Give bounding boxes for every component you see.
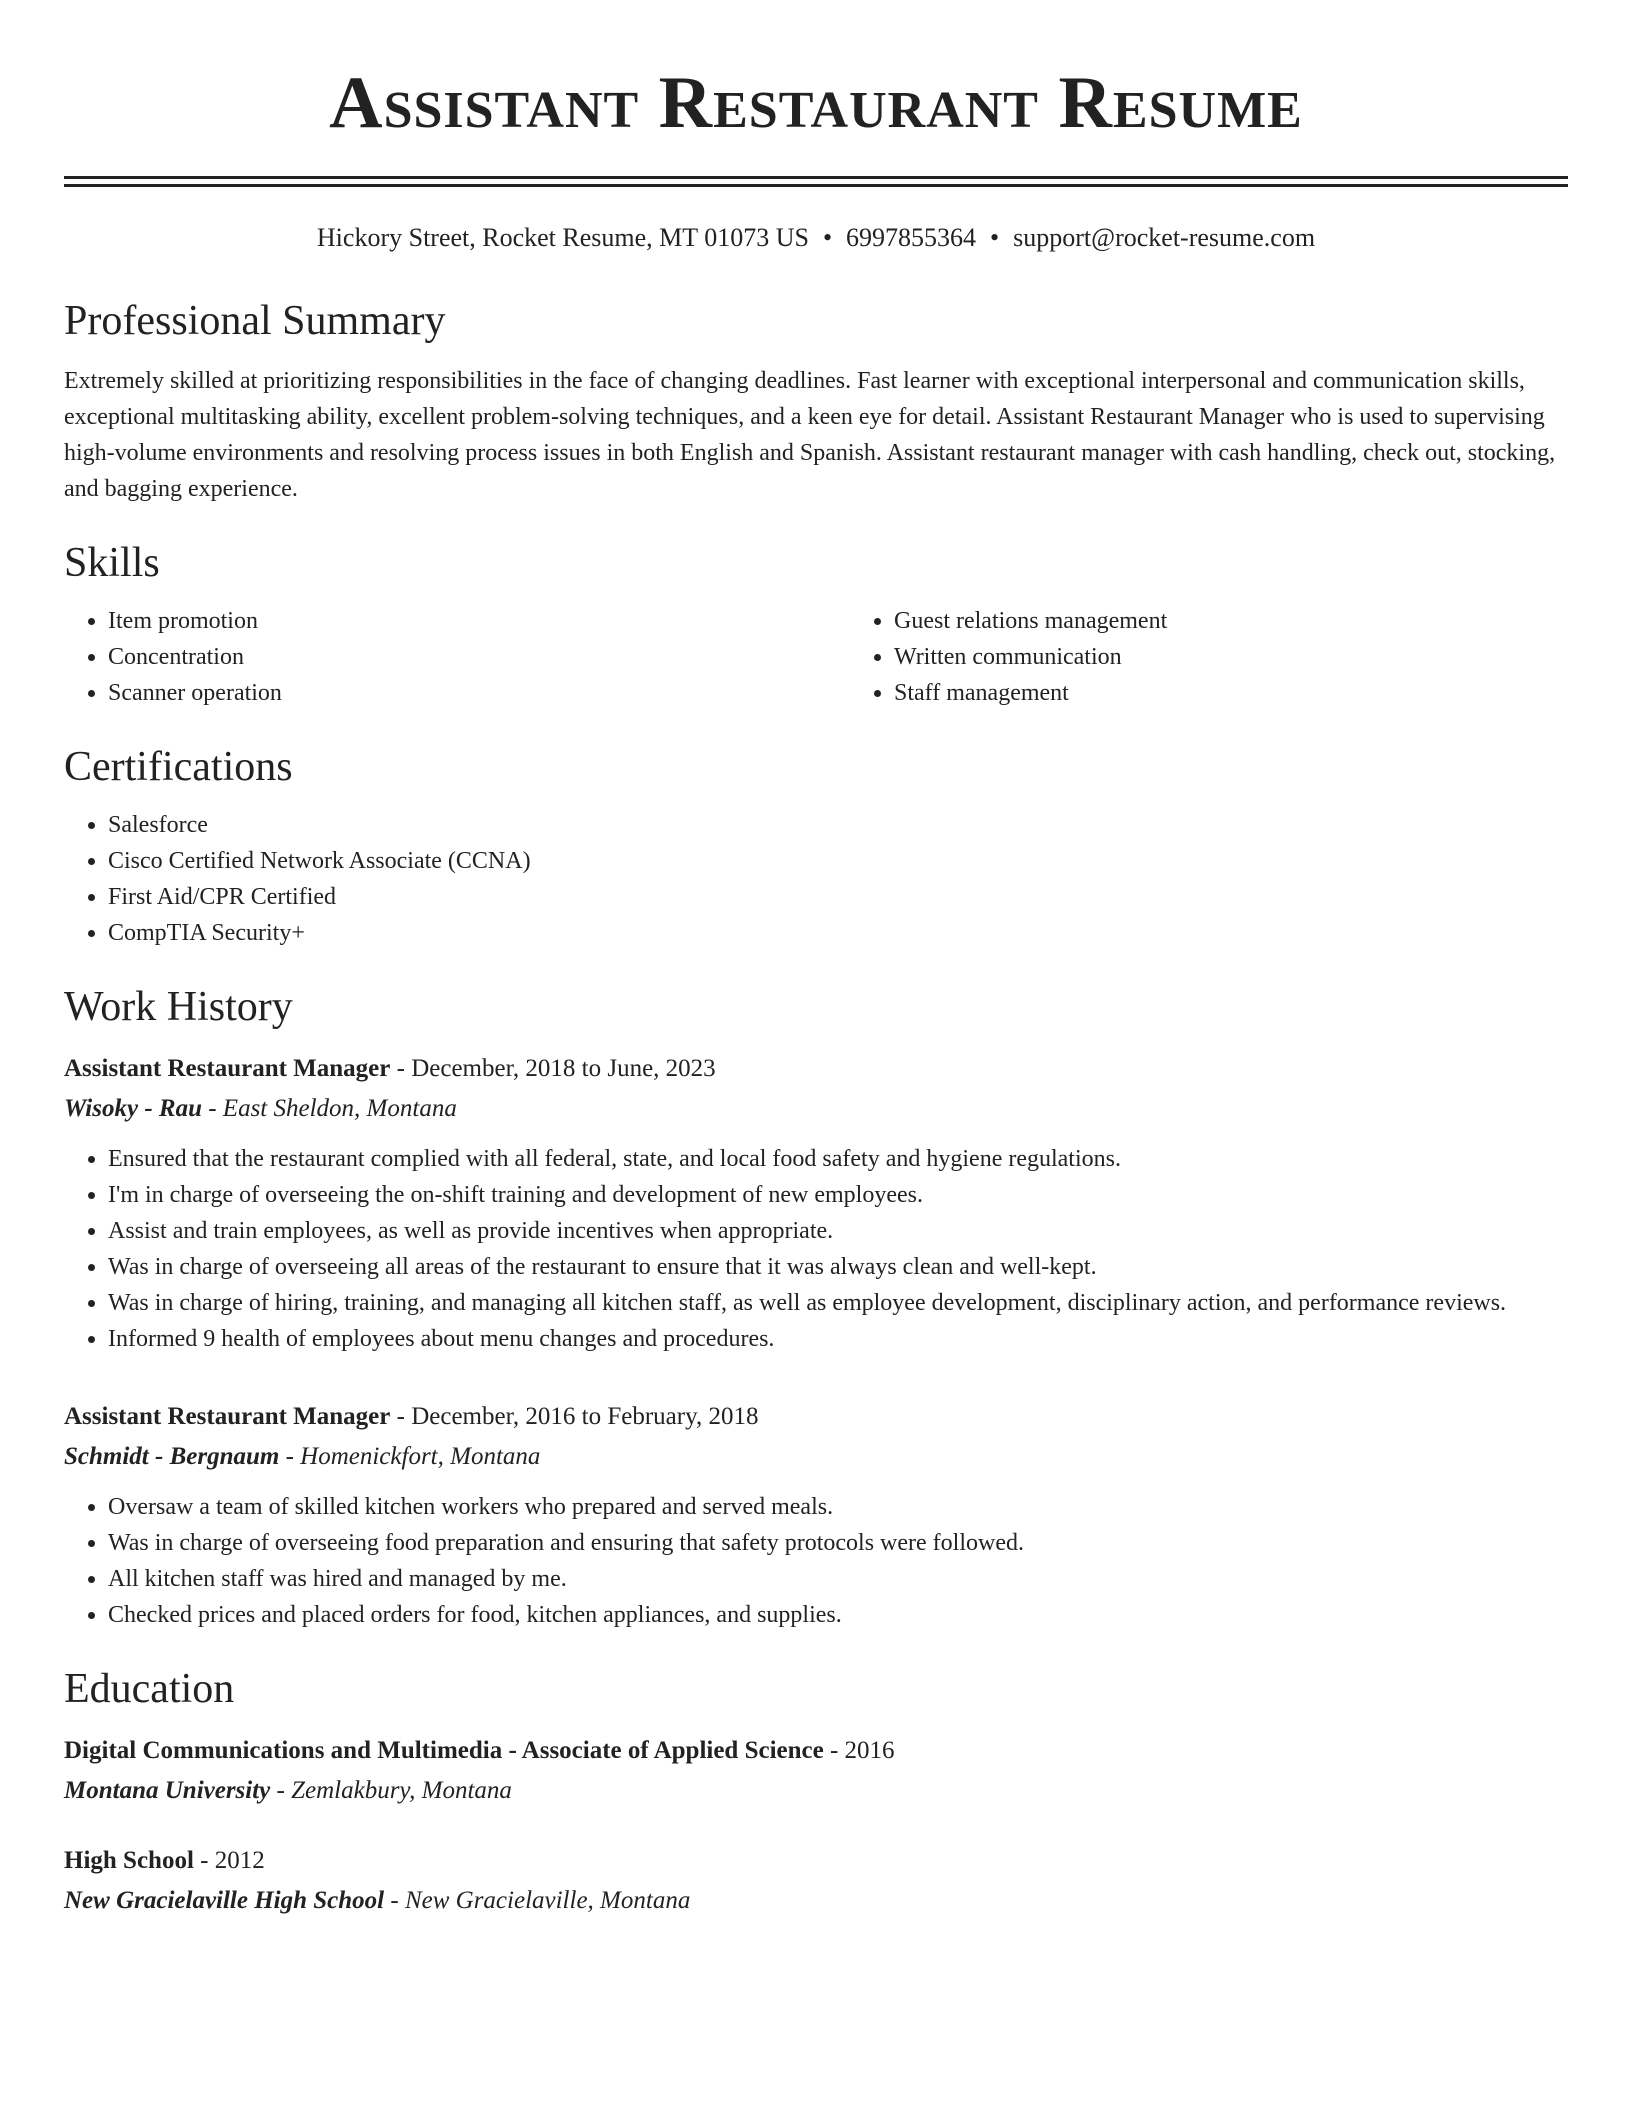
job-location: - Homenickfort, Montana: [279, 1443, 541, 1470]
job-title: Assistant Restaurant Manager: [64, 1403, 391, 1430]
job-bullet: • Oversaw a team of skilled kitchen workers who prepared and served meals.: [108, 1489, 1568, 1525]
certifications-section: [64, 739, 1568, 951]
job-bullet: • Was in charge of hiring, training, and managing all kitchen staff, as well as employee development, disciplinary action, and performance reviews.: [108, 1285, 1568, 1321]
education-entry: [64, 1731, 1568, 1811]
skill-item: • Guest relations management: [894, 603, 1632, 639]
job-company: Wisoky - Rau: [64, 1095, 202, 1122]
work-history-section: [64, 979, 1568, 1633]
education-entry: [64, 1841, 1568, 1921]
job-title-line: [64, 1397, 1568, 1437]
contact-separator: •: [990, 223, 1000, 252]
skills-section: [64, 535, 1568, 711]
certification-item: • Salesforce: [108, 807, 1568, 843]
job-bullet: • Informed 9 health of employees about menu changes and procedures.: [108, 1321, 1568, 1357]
summary-text: Extremely skilled at prioritizing responsibilities in the face of changing deadlines. Fast learner with exceptional interpersonal and communication skills, exceptional multitasking ability, excellent problem-solving techniques, and a keen eye for detail. Assistant Restaurant Manager who is used to supervising high-volume environments and resolving process issues in both English and Spanish. Assistant restaurant manager with cash handling, check out, stocking, and bagging experience.: [64, 368, 1556, 502]
education-school: New Gracielaville High School: [64, 1887, 385, 1914]
education-section: [64, 1661, 1568, 1921]
resume-title: Assistant Restaurant Resume: [329, 62, 1303, 144]
education-school-line: [64, 1881, 1568, 1921]
contact-email: support@rocket-resume.com: [1013, 223, 1316, 252]
education-year: - 2016: [823, 1737, 895, 1764]
skill-item: • Concentration: [108, 639, 850, 675]
job-bullet: • All kitchen staff was hired and managed by me.: [108, 1561, 1568, 1597]
job-company-line: [64, 1089, 1568, 1129]
contact-address: Hickory Street, Rocket Resume, MT 01073 US: [316, 223, 809, 252]
education-location: - New Gracielaville, Montana: [384, 1887, 691, 1914]
education-location: - Zemlakbury, Montana: [270, 1777, 512, 1804]
certification-item: • CompTIA Security+: [108, 915, 1568, 951]
education-heading: Education: [64, 1666, 235, 1712]
job-dates: - December, 2018 to June, 2023: [390, 1055, 716, 1082]
job-bullet: • Was in charge of overseeing food preparation and ensuring that safety protocols were followed.: [108, 1525, 1568, 1561]
education-degree-line: [64, 1841, 1568, 1881]
skills-list-right: [850, 603, 1632, 711]
job-bullet: • Checked prices and placed orders for food, kitchen appliances, and supplies.: [108, 1597, 1568, 1633]
education-school-line: [64, 1771, 1568, 1811]
work-history-heading: Work History: [64, 984, 293, 1030]
job-title: Assistant Restaurant Manager: [64, 1055, 391, 1082]
education-degree: Digital Communications and Multimedia - Associate of Applied Science: [64, 1737, 824, 1764]
skill-item: • Scanner operation: [108, 675, 850, 711]
job-company: Schmidt - Bergnaum: [64, 1443, 280, 1470]
skill-item: • Item promotion: [108, 603, 850, 639]
certification-item: • First Aid/CPR Certified: [108, 879, 1568, 915]
contact-separator: •: [822, 223, 833, 252]
contact-line: [64, 221, 1568, 255]
contact-phone: 6997855364: [846, 223, 977, 252]
job-bullet: • I'm in charge of overseeing the on-shift training and development of new employees.: [108, 1177, 1568, 1213]
education-degree-line: [64, 1731, 1568, 1771]
skills-heading: Skills: [64, 540, 160, 586]
job-bullet: • Was in charge of overseeing all areas of the restaurant to ensure that it was always clean and well-kept.: [108, 1249, 1568, 1285]
certifications-list: [64, 807, 1568, 951]
job-entry: [64, 1049, 1568, 1357]
job-title-line: [64, 1049, 1568, 1089]
job-location: - East Sheldon, Montana: [201, 1095, 457, 1122]
education-year: - 2012: [193, 1847, 265, 1874]
education-degree: High School: [64, 1847, 194, 1874]
job-bullet: • Assist and train employees, as well as provide incentives when appropriate.: [108, 1213, 1568, 1249]
job-bullets: [64, 1141, 1568, 1357]
skill-item: • Staff management: [894, 675, 1632, 711]
title-divider: [64, 176, 1568, 187]
job-entry: [64, 1397, 1568, 1633]
skills-grid: [64, 603, 1568, 711]
skills-list-left: [64, 603, 850, 711]
skill-item: • Written communication: [894, 639, 1632, 675]
certifications-heading: Certifications: [64, 744, 293, 790]
job-company-line: [64, 1437, 1568, 1477]
summary-heading: Professional Summary: [64, 298, 446, 344]
education-school: Montana University: [64, 1777, 271, 1804]
job-dates: - December, 2016 to February, 2018: [390, 1403, 759, 1430]
certification-item: • Cisco Certified Network Associate (CCNA): [108, 843, 1568, 879]
job-bullets: [64, 1489, 1568, 1633]
job-bullet: • Ensured that the restaurant complied with all federal, state, and local food safety and hygiene regulations.: [108, 1141, 1568, 1177]
